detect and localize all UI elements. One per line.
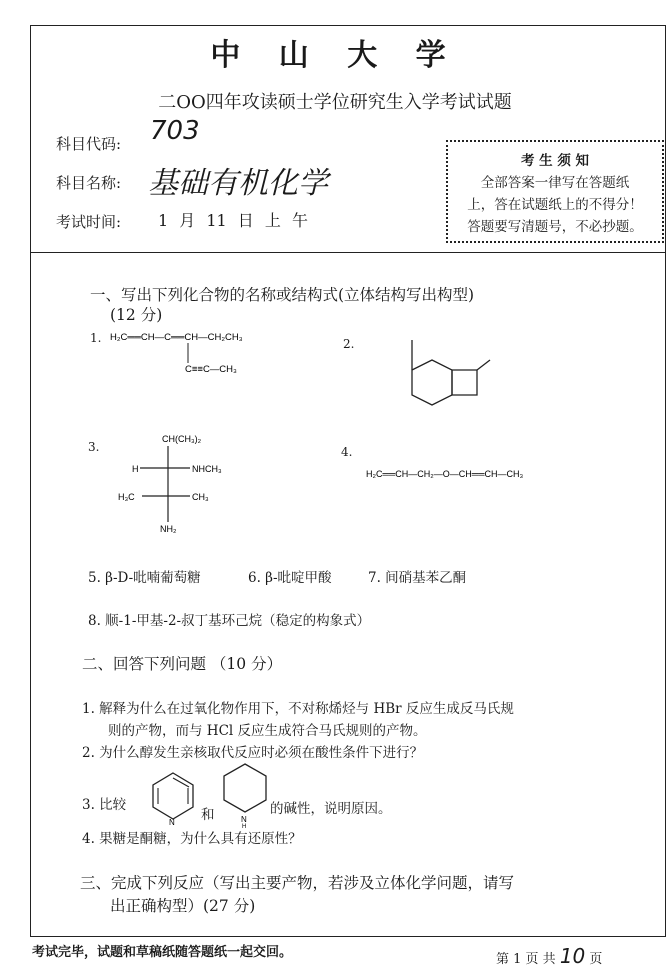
structure-4-formula: H₂C══CH—CH₂—O—CH══CH—CH₃ <box>366 469 524 479</box>
candidate-notice-box <box>446 140 664 243</box>
structure-3-right-2: CH₃ <box>192 492 209 502</box>
section2-q4: 4. 果糖是酮糖，为什么具有还原性？ <box>82 831 302 847</box>
footer-page-end: 页 <box>589 952 603 967</box>
exam-title: 二OO四年攻读硕士学位研究生入学考试试题 <box>158 92 512 113</box>
section3-line2: 出正确构型）(27 分) <box>110 897 256 915</box>
piperidine-h: H <box>242 824 247 828</box>
subject-name-label: 科目名称: <box>56 174 122 192</box>
subject-code-label: 科目代码: <box>56 135 122 153</box>
item-number-3: 3. <box>88 440 100 454</box>
structure-1 <box>108 325 308 380</box>
item-6: 6. β-吡啶甲酸 <box>248 570 332 586</box>
pyridine-structure <box>143 765 203 825</box>
pyridine-ring <box>153 773 193 819</box>
university-name: 中 山 大 学 <box>210 38 460 73</box>
section1-points: (12 分) <box>110 306 163 324</box>
notice-title: 考 生 须 知 <box>520 153 590 169</box>
section2-q2: 2. 为什么醇发生亲核取代反应时必须在酸性条件下进行？ <box>82 745 424 761</box>
structure-2 <box>380 325 510 425</box>
structure-3-top: CH(CH₃)₂ <box>162 434 202 444</box>
pyridine-n: N <box>169 818 175 825</box>
structure-1-main-chain: H₂C══CH—C══CH—CH₂CH₃ <box>110 332 243 343</box>
exam-time-label: 考试时间: <box>56 213 122 231</box>
section2-q1-line2: 则的产物，而与 HCl 反应生成符合马氏规则的产物。 <box>108 723 427 739</box>
notice-line-3: 答题要写清题号，不必抄题。 <box>467 219 643 235</box>
item-5: 5. β-D-吡喃葡萄糖 <box>88 570 201 586</box>
footer-note: 考试完毕，试题和草稿纸随答题纸一起交回。 <box>32 945 293 960</box>
item-number-2: 2. <box>343 337 355 351</box>
piperidine-n: N <box>241 815 247 824</box>
notice-line-1: 全部答案一律写在答题纸 <box>480 175 630 191</box>
subject-name-value: 基础有机化学 <box>148 166 328 201</box>
piperidine-structure <box>218 758 273 828</box>
structure-3 <box>110 430 230 535</box>
footer-page-text: 第 1 页 共 <box>496 952 556 967</box>
subject-code-value: 703 <box>150 116 200 146</box>
section2-heading: 二、回答下列问题 （10 分） <box>82 655 283 673</box>
item-number-4: 4. <box>341 445 353 459</box>
exam-time-value: 1 月 11 日 上 午 <box>158 211 308 230</box>
item-7: 7. 间硝基苯乙酮 <box>368 570 467 586</box>
section3-line1: 三、完成下列反应（写出主要产物，若涉及立体化学问题，请写 <box>80 874 515 892</box>
structure-3-right-1: NHCH₃ <box>192 464 222 474</box>
section2-q3-prefix: 3. 比较 <box>82 797 127 813</box>
structure-1-branch: C≡≡C—CH₃ <box>185 364 237 375</box>
item-number-1: 1. <box>90 331 102 345</box>
footer-total-pages: 10 <box>559 944 586 968</box>
structure-3-h: H <box>132 464 139 474</box>
item-8: 8. 顺-1-甲基-2-叔丁基环己烷（稳定的构象式） <box>88 613 371 629</box>
notice-line-2: 上，答在试题纸上的不得分！ <box>467 197 643 213</box>
pyridine-double-3 <box>173 778 189 787</box>
piperidine-ring <box>224 764 266 812</box>
structure-3-bottom: NH₂ <box>160 524 177 534</box>
structure-3-left-2: H₃C <box>118 492 135 502</box>
header-divider <box>30 252 666 253</box>
section1-heading: 一、写出下列化合物的名称或结构式(立体结构写出构型) <box>90 286 475 304</box>
structure-2-methyl-2 <box>477 360 490 370</box>
structure-2-cyclobutane <box>452 370 477 395</box>
footer-page <box>496 944 602 968</box>
structure-2-cyclohexane <box>412 360 452 405</box>
section2-q3-and: 和 <box>201 807 215 823</box>
section2-q1-line1: 1. 解释为什么在过氧化物作用下，不对称烯烃与 HBr 反应生成反马氏规 <box>82 701 514 717</box>
structure-4 <box>366 462 586 484</box>
section2-q3-suffix: 的碱性，说明原因。 <box>270 801 392 817</box>
